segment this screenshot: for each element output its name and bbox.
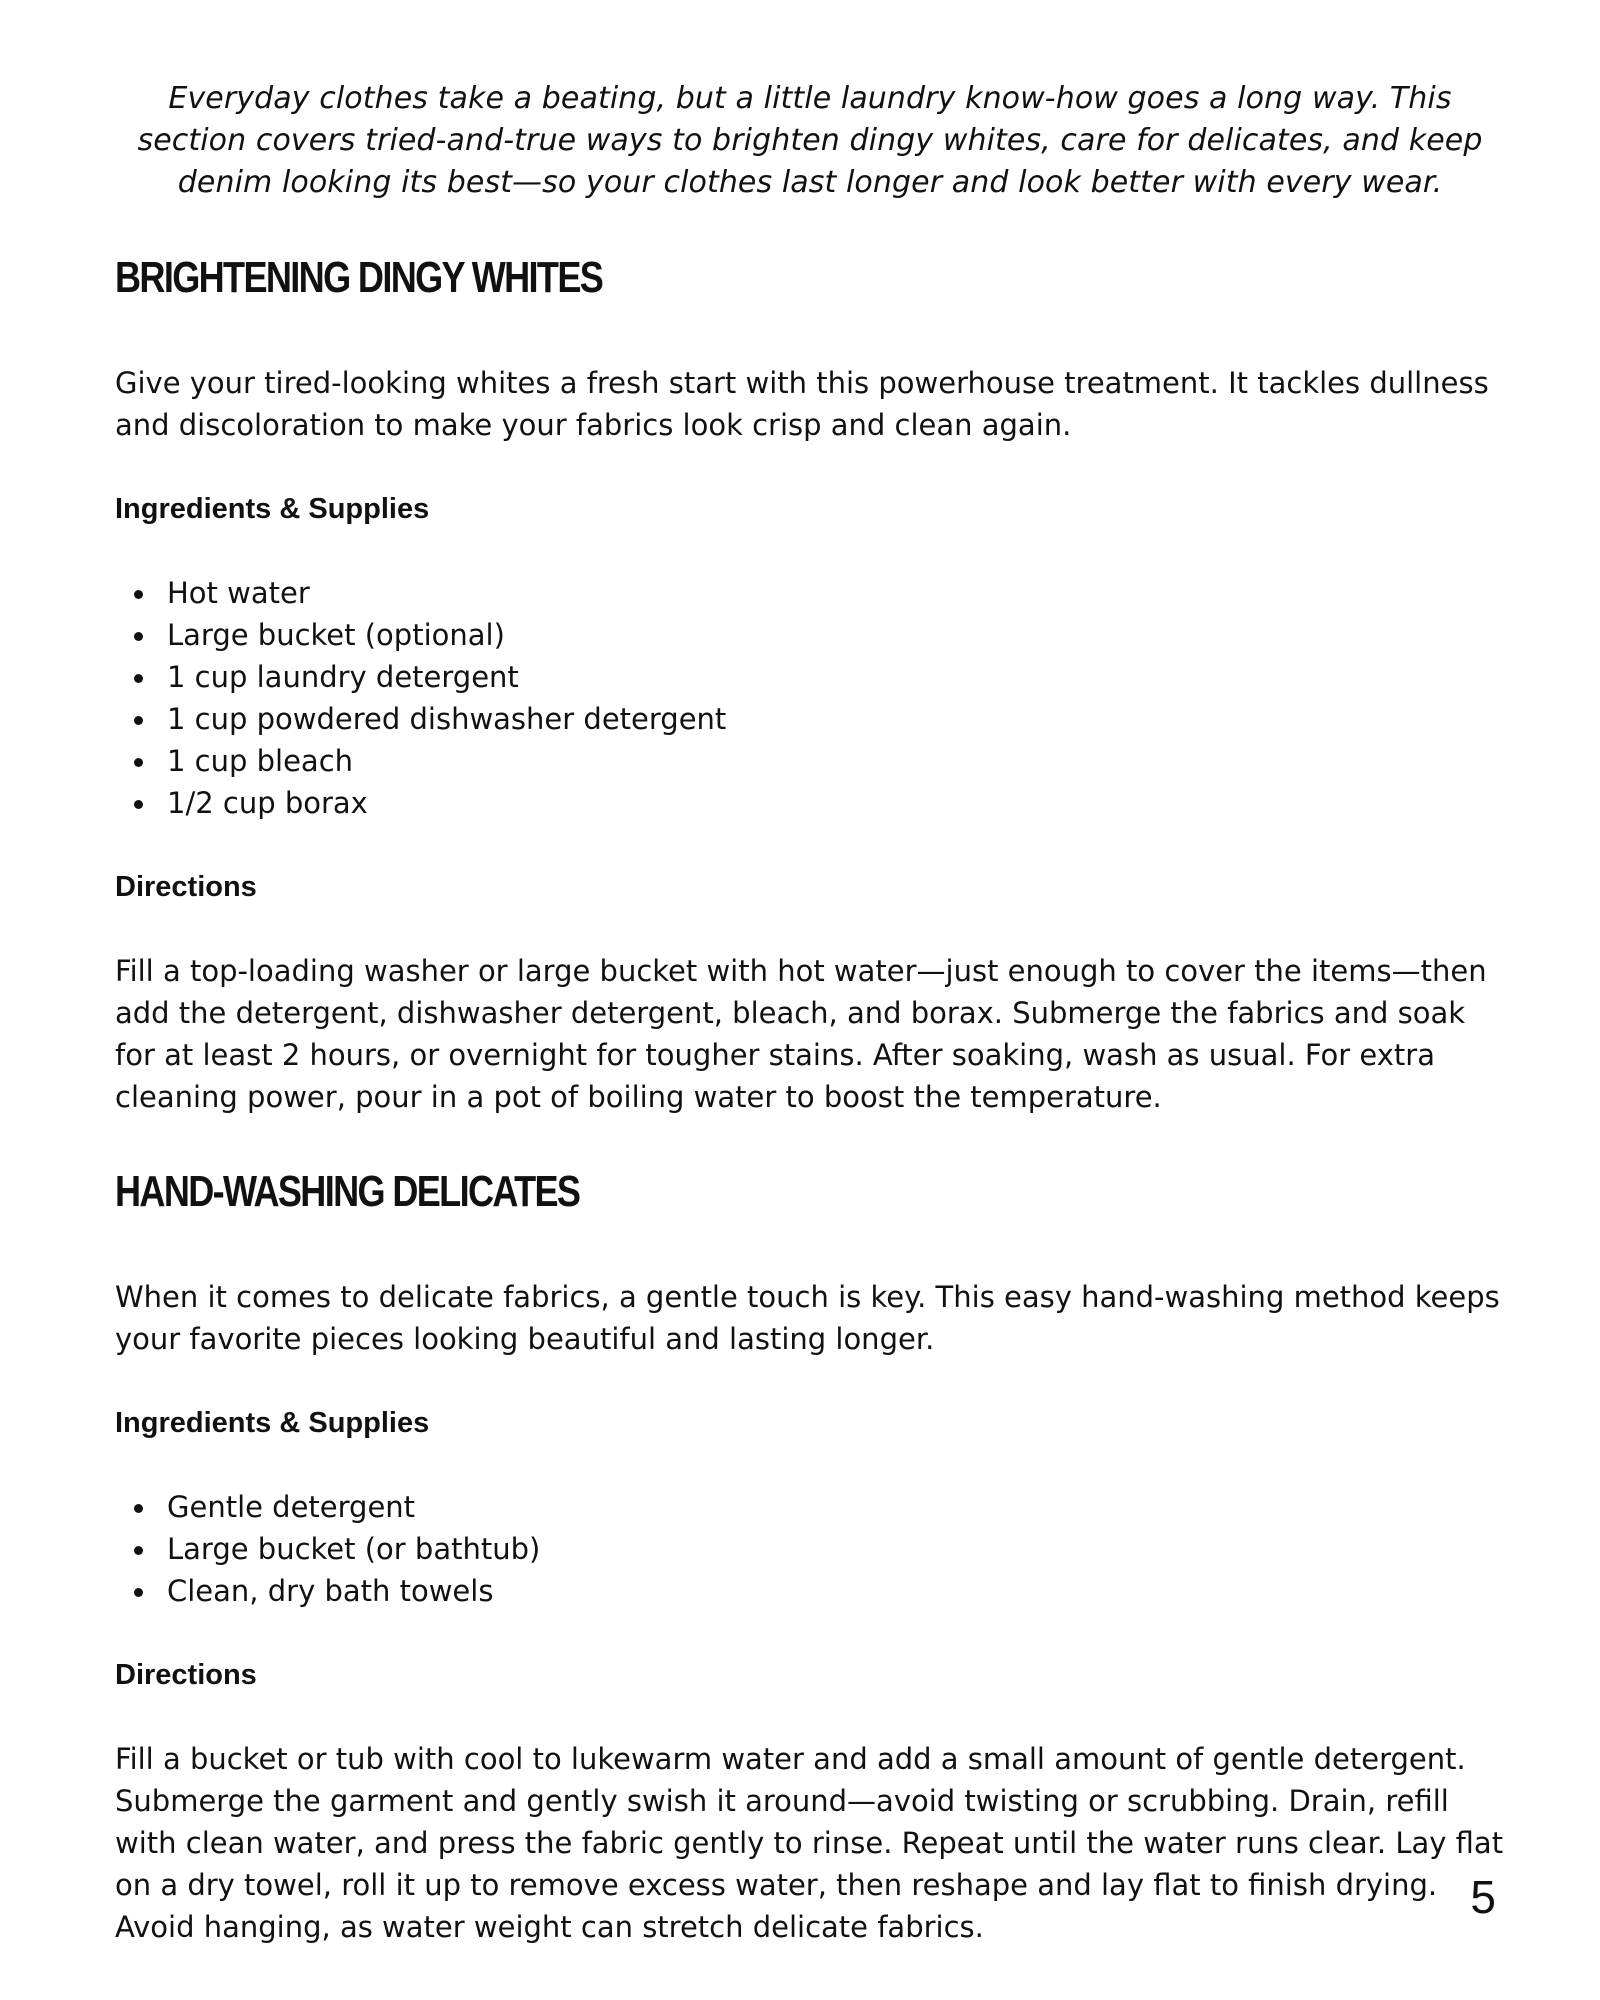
directions-heading: Directions	[115, 1659, 257, 1691]
directions-text: Fill a bucket or tub with cool to lukewarm water and add a small amount of gentle detergent. Submerge the garment and gently swish it around—avoid twisting or scrubbing. Drain, refill with clean water, and press the fabric gently to rinse. Repeat until the water runs clear. Lay flat on a dry towel, roll it up to remove excess water, then reshape and lay flat to finish drying. Avoid hanging, as water weight can stretch delicate fabrics.	[115, 1742, 1504, 1944]
supplies-heading: Ingredients & Supplies	[115, 493, 430, 525]
section-title: BRIGHTENING DINGY WHITES	[115, 253, 603, 302]
intro-paragraph: Everyday clothes take a beating, but a little laundry know-how goes a long way. This section covers tried-and-true ways to brighten dingy whites, care for delicates, and keep denim looking its best—so your clothes last longer and look better with every wear.	[137, 81, 1483, 200]
list-item: Large bucket (or bathtub)	[115, 1528, 1505, 1570]
list-item: Hot water	[115, 572, 1505, 614]
section-brightening-whites	[115, 252, 1505, 1118]
supplies-list	[115, 1486, 1505, 1612]
list-item: Clean, dry bath towels	[115, 1570, 1505, 1612]
section-title: HAND-WASHING DELICATES	[115, 1167, 580, 1216]
list-item: Gentle detergent	[115, 1486, 1505, 1528]
directions-heading: Directions	[115, 871, 257, 903]
supplies-list	[115, 572, 1505, 824]
directions-text: Fill a top-loading washer or large bucket with hot water—just enough to cover the items—then add the detergent, dishwasher detergent, bleach, and borax. Submerge the fabrics and soak for at least 2 hours, or overnight for tougher stains. After soaking, wash as usual. For extra cleaning power, pour in a pot of boiling water to boost the temperature.	[115, 954, 1487, 1114]
section-hand-washing-delicates	[115, 1166, 1505, 1948]
section-description: When it comes to delicate fabrics, a gentle touch is key. This easy hand-washing method keeps your favorite pieces looking beautiful and lasting longer.	[115, 1280, 1500, 1356]
list-item: Large bucket (optional)	[115, 614, 1505, 656]
section-description: Give your tired-looking whites a fresh start with this powerhouse treatment. It tackles dullness and discoloration to make your fabrics look crisp and clean again.	[115, 366, 1489, 442]
list-item: 1 cup bleach	[115, 740, 1505, 782]
list-item: 1 cup laundry detergent	[115, 656, 1505, 698]
list-item: 1/2 cup borax	[115, 782, 1505, 824]
list-item: 1 cup powdered dishwasher detergent	[115, 698, 1505, 740]
supplies-heading: Ingredients & Supplies	[115, 1407, 430, 1439]
document-page	[115, 78, 1505, 1996]
page-number: 5	[1470, 1871, 1496, 1923]
